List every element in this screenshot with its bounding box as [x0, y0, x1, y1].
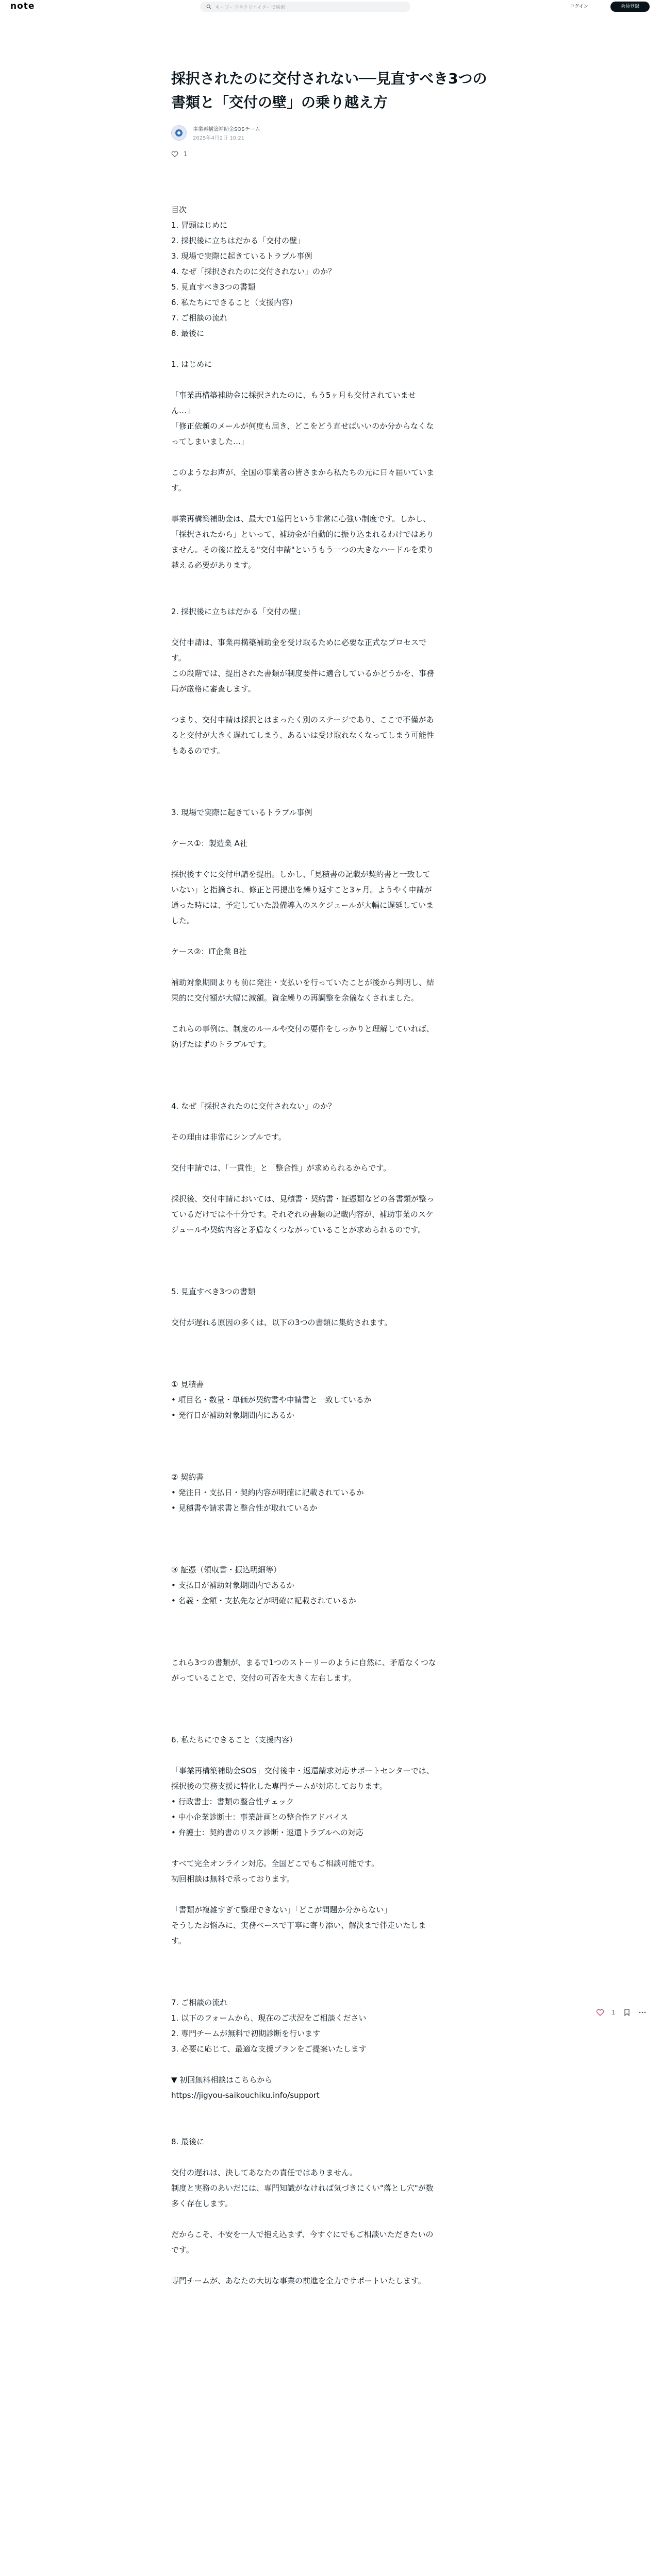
paragraph: 果的に交付額が大幅に減額。資金繰りの再調整を余儀なくされました。	[171, 993, 419, 1003]
paragraph-spacer	[171, 1686, 491, 1701]
paragraph: 4. なぜ「採択されたのに交付されない」のか？	[171, 267, 336, 276]
paragraph: 「修正依頼のメールが何度も届き、どこをどう直せばいいのか分からなくな	[171, 421, 434, 431]
paragraph: これらの事例は、制度のルールや交付の要件をしっかりと理解していれば、	[171, 1024, 434, 1033]
paragraph: 3. 現場で実際に起きているトラブル事例	[171, 251, 312, 261]
paragraph: がっていることで、交付の可否を大きく左右します。	[171, 1673, 356, 1683]
paragraph: す。	[171, 483, 186, 493]
paragraph: いない」と指摘され、修正と再提出を繰り返すこと3ヶ月。ようやく申請が	[171, 885, 432, 894]
paragraph-spacer	[171, 1176, 491, 1191]
paragraph-spacer	[171, 619, 491, 635]
paragraph: 2. 採択後に立ちはだかる「交付の壁」	[171, 607, 305, 616]
paragraph-spacer	[171, 1083, 491, 1098]
paragraph: 交付が遅れる原因の多くは、以下の3つの書類に集約されます。	[171, 1318, 392, 1327]
paragraph: • 中小企業診断士：事業計画との整合性アドバイス	[171, 1812, 349, 1822]
paragraph-spacer	[171, 1516, 491, 1531]
paragraph: ③ 証憑（領収書・振込明細等）	[171, 1565, 282, 1574]
paragraph: 「採択されたから」といって、補助金が自動的に振り込まれるわけではあり	[171, 530, 434, 539]
bookmark-icon[interactable]	[623, 2008, 631, 2016]
paragraph: • 弁護士：契約書のリスク診断・返還トラブルへの対応	[171, 1828, 363, 1837]
paragraph-spacer	[171, 789, 491, 805]
paragraph-spacer	[171, 2258, 491, 2273]
paragraph: その理由は非常にシンプルです。	[171, 1132, 286, 1142]
paragraph-spacer	[171, 1948, 491, 1964]
paragraph: 1. はじめに	[171, 360, 212, 369]
paragraph-spacer	[171, 1067, 491, 1083]
paragraph: 1. 冒頭はじめに	[171, 221, 228, 230]
paragraph: 採択後、交付申請においては、見積書・契約書・証憑類などの各書類が整っ	[171, 1194, 435, 1204]
paragraph-spacer	[171, 928, 491, 944]
paragraph: もあるのです。	[171, 746, 225, 755]
paragraph: した。	[171, 916, 195, 925]
paragraph-spacer	[171, 959, 491, 975]
paragraph: そうしたお悩みに、実務ベースで丁寧に寄り添い、解決まで伴走いたしま	[171, 1921, 426, 1930]
paragraph: 通った時には、予定していた設備導入のスケジュールが大幅に遅延していま	[171, 901, 434, 910]
paragraph: 採択後すぐに交付申請を提出。しかし、「見積書の記載が契約書と一致して	[171, 870, 431, 879]
floating-like-count: 1	[611, 2009, 616, 2016]
search-placeholder: キーワードやクリエイターで検索	[216, 5, 285, 10]
paragraph-spacer	[171, 697, 491, 712]
paragraph-spacer	[171, 341, 491, 357]
paragraph-spacer	[171, 1299, 491, 1315]
paragraph-spacer	[171, 1624, 491, 1639]
heart-icon[interactable]	[171, 150, 178, 158]
paragraph-spacer	[171, 1840, 491, 1856]
paragraph: 補助対象期間よりも前に発注・支払いを行っていたことが後から判明し、結	[171, 978, 435, 987]
paragraph: 6. 私たちにできること（支援内容）	[171, 1735, 297, 1744]
paragraph-spacer	[171, 1608, 491, 1624]
paragraph-spacer	[171, 1346, 491, 1361]
paragraph-spacer	[171, 1114, 491, 1129]
search-input[interactable]	[200, 2, 410, 12]
paragraph-spacer	[171, 449, 491, 465]
paragraph: ① 見積書	[171, 1380, 204, 1389]
paragraph: ん…」	[171, 406, 195, 415]
paragraph-spacer	[171, 1006, 491, 1021]
paragraph-spacer	[171, 851, 491, 867]
paragraph: • 行政書士：書類の整合性チェック	[171, 1797, 294, 1806]
paragraph: ケース②：IT企業 B社	[171, 947, 247, 956]
author-name[interactable]: 事業再構築補助金SOSチーム	[193, 127, 260, 132]
paragraph: つまり、交付申請は採択とはまったく別のステージであり、ここで不備があ	[171, 715, 434, 724]
paragraph: 8. 最後に	[171, 2137, 205, 2146]
paragraph: 専門チームが、あなたの大切な事業の前進を全力でサポートいたします。	[171, 2276, 426, 2285]
paragraph: 「事業再構築補助金SOS」交付後申・返還請求対応サポートセンターでは、	[171, 1766, 434, 1775]
article-body	[171, 202, 491, 2289]
article	[171, 67, 491, 2289]
paragraph-spacer	[171, 1052, 491, 1067]
paragraph: • 発注日・支払日・契約内容が明確に記載されているか	[171, 1488, 364, 1497]
paragraph: す。	[171, 1936, 186, 1945]
paragraph-spacer	[171, 2211, 491, 2227]
paragraph-spacer	[171, 1238, 491, 1253]
paragraph: 4. なぜ「採択されたのに交付されない」のか？	[171, 1101, 336, 1111]
paragraph: 「事業再構築補助金に採択されたのに、もう5ヶ月も交付されていませ	[171, 391, 416, 400]
paragraph: すべて完全オンライン対応。全国どこでもご相談可能です。	[171, 1859, 379, 1868]
paragraph-spacer	[171, 1454, 491, 1469]
paragraph-spacer	[171, 1531, 491, 1547]
paragraph: 5. 見直すべき3つの書類	[171, 1287, 256, 1296]
paragraph: ません。その後に控える"交付申請"というもう一つの大きなハードルを乗り	[171, 545, 434, 554]
paragraph-spacer	[171, 2103, 491, 2119]
paragraph-spacer	[171, 1701, 491, 1717]
paragraph-spacer	[171, 1547, 491, 1562]
paragraph-spacer	[171, 758, 491, 774]
paragraph: 「書類が複雑すぎて整理できない」「どこが問題か分からない」	[171, 1905, 392, 1914]
paragraph: 5. 見直すべき3つの書類	[171, 282, 256, 292]
paragraph-spacer	[171, 1979, 491, 1995]
paragraph-spacer	[171, 496, 491, 511]
paragraph: です。	[171, 2245, 194, 2255]
paragraph: 7. ご相談の流れ	[171, 1998, 228, 2007]
avatar[interactable]	[171, 125, 187, 141]
paragraph-spacer	[171, 1748, 491, 1763]
paragraph-spacer	[171, 820, 491, 836]
paragraph-spacer	[171, 1361, 491, 1377]
paragraph: これら3つの書類が、まるで1つのストーリーのように自然に、矛盾なくつな	[171, 1658, 436, 1667]
login-button[interactable]: ログイン	[570, 4, 588, 9]
paragraph-spacer	[171, 1717, 491, 1732]
paragraph: • 項目名・数量・単価が契約書や申請書と一致しているか	[171, 1395, 372, 1404]
paragraph: ているだけでは不十分です。それぞれの書類の記載内容が、補助事業のスケ	[171, 1210, 434, 1219]
paragraph: 多く存在します。	[171, 2199, 233, 2208]
like-count: 1	[184, 150, 188, 158]
paragraph: 3. 必要に応じて、最適な支援プランをご提案いたします	[171, 2044, 367, 2054]
paragraph: 交付申請では、「一貫性」と「整合性」が求められるからです。	[171, 1163, 391, 1173]
paragraph-spacer	[171, 1268, 491, 1284]
paragraph: • 名義・金額・支払先などが明確に記載されているか	[171, 1596, 356, 1605]
site-header	[0, 0, 662, 13]
paragraph: 交付の遅れは、決してあなたの責任ではありません。	[171, 2168, 357, 2177]
article-title: 採択されたのに交付されない──見直すべき3つの書類と「交付の壁」の乗り越え方	[171, 70, 487, 111]
paragraph-spacer	[171, 573, 491, 588]
signup-button[interactable]: 会員登録	[610, 2, 650, 12]
paragraph: • 見積書や請求書と整合性が取れているか	[171, 1503, 318, 1513]
paragraph-spacer	[171, 774, 491, 789]
paragraph: 3. 現場で実際に起きているトラブル事例	[171, 808, 312, 817]
floating-actions	[596, 2008, 647, 2016]
paragraph-spacer	[171, 1639, 491, 1655]
paragraph-spacer	[171, 1964, 491, 1979]
more-icon[interactable]	[638, 2008, 647, 2016]
paragraph-spacer	[171, 1330, 491, 1346]
paragraph: 6. 私たちにできること（支援内容）	[171, 298, 297, 307]
paragraph-spacer	[171, 1438, 491, 1454]
paragraph: 2. 採択後に立ちはだかる「交付の壁」	[171, 236, 305, 245]
publish-date: 2025年4月2日 10:21	[193, 135, 245, 141]
paragraph-spacer	[171, 1423, 491, 1438]
like-row	[171, 150, 491, 158]
paragraph: 事業再構築補助金は、最大で1億円という非常に心強い制度です。しかし、	[171, 514, 431, 523]
paragraph: す。	[171, 653, 186, 663]
paragraph: ってしまいました…」	[171, 437, 249, 446]
paragraph-spacer	[171, 2149, 491, 2165]
paragraph: 2. 専門チームが無料で初期診断を行います	[171, 2029, 321, 2038]
paragraph: • 発行日が補助対象期間内にあるか	[171, 1411, 294, 1420]
author-row	[171, 125, 491, 141]
paragraph: 防げたはずのトラブルです。	[171, 1040, 271, 1049]
note-logo[interactable]: note	[10, 1, 35, 11]
paragraph: ケース①：製造業 A社	[171, 839, 247, 848]
paragraph: 8. 最後に	[171, 329, 205, 338]
paragraph: 越える必要があります。	[171, 561, 256, 570]
paragraph: この段階では、提出された書類が制度要件に適合しているかどうかを、事務	[171, 669, 435, 678]
heart-icon[interactable]	[596, 2008, 604, 2016]
paragraph: 初回相談は無料で承っております。	[171, 1874, 294, 1884]
search-icon	[206, 4, 211, 9]
paragraph-spacer	[171, 2119, 491, 2134]
paragraph: 採択後の実務支援に特化した専門チームが対応しております。	[171, 1782, 387, 1791]
paragraph: 7. ご相談の流れ	[171, 313, 228, 323]
paragraph: 目次	[171, 205, 187, 214]
paragraph-spacer	[171, 372, 491, 387]
paragraph-spacer	[171, 588, 491, 604]
paragraph: ▼ 初回無料相談はこちらから	[171, 2075, 273, 2084]
avatar-logo-icon	[174, 128, 184, 138]
paragraph-spacer	[171, 2057, 491, 2072]
paragraph[interactable]: https://jigyou-saikouchiku.info/support	[171, 2091, 320, 2100]
paragraph-spacer	[171, 1887, 491, 1902]
paragraph: 交付申請は、事業再構築補助金を受け取るために必要な正式なプロセスで	[171, 638, 427, 647]
paragraph: ② 契約書	[171, 1472, 204, 1482]
paragraph: • 支払日が補助対象期間内であるか	[171, 1581, 294, 1590]
paragraph: 制度と実務のあいだには、専門知識がなければ気づきにくい"落とし穴"が数	[171, 2183, 434, 2193]
paragraph-spacer	[171, 1145, 491, 1160]
paragraph: だからこそ、不安を一人で抱え込まず、今すぐにでもご相談いただきたいの	[171, 2230, 434, 2239]
paragraph-spacer	[171, 1253, 491, 1268]
paragraph: 1. 以下のフォームから、現在のご状況をご相談ください	[171, 2013, 367, 2023]
paragraph: このようなお声が、全国の事業者の皆さまから私たちの元に日々届いていま	[171, 468, 435, 477]
paragraph: 局が厳格に審査します。	[171, 684, 256, 693]
paragraph: ジュールや契約内容と矛盾なくつながっていることが求められるのです。	[171, 1225, 426, 1234]
paragraph: ると交付が大きく遅れてしまう、あるいは受け取れなくなってしまう可能性	[171, 731, 435, 740]
